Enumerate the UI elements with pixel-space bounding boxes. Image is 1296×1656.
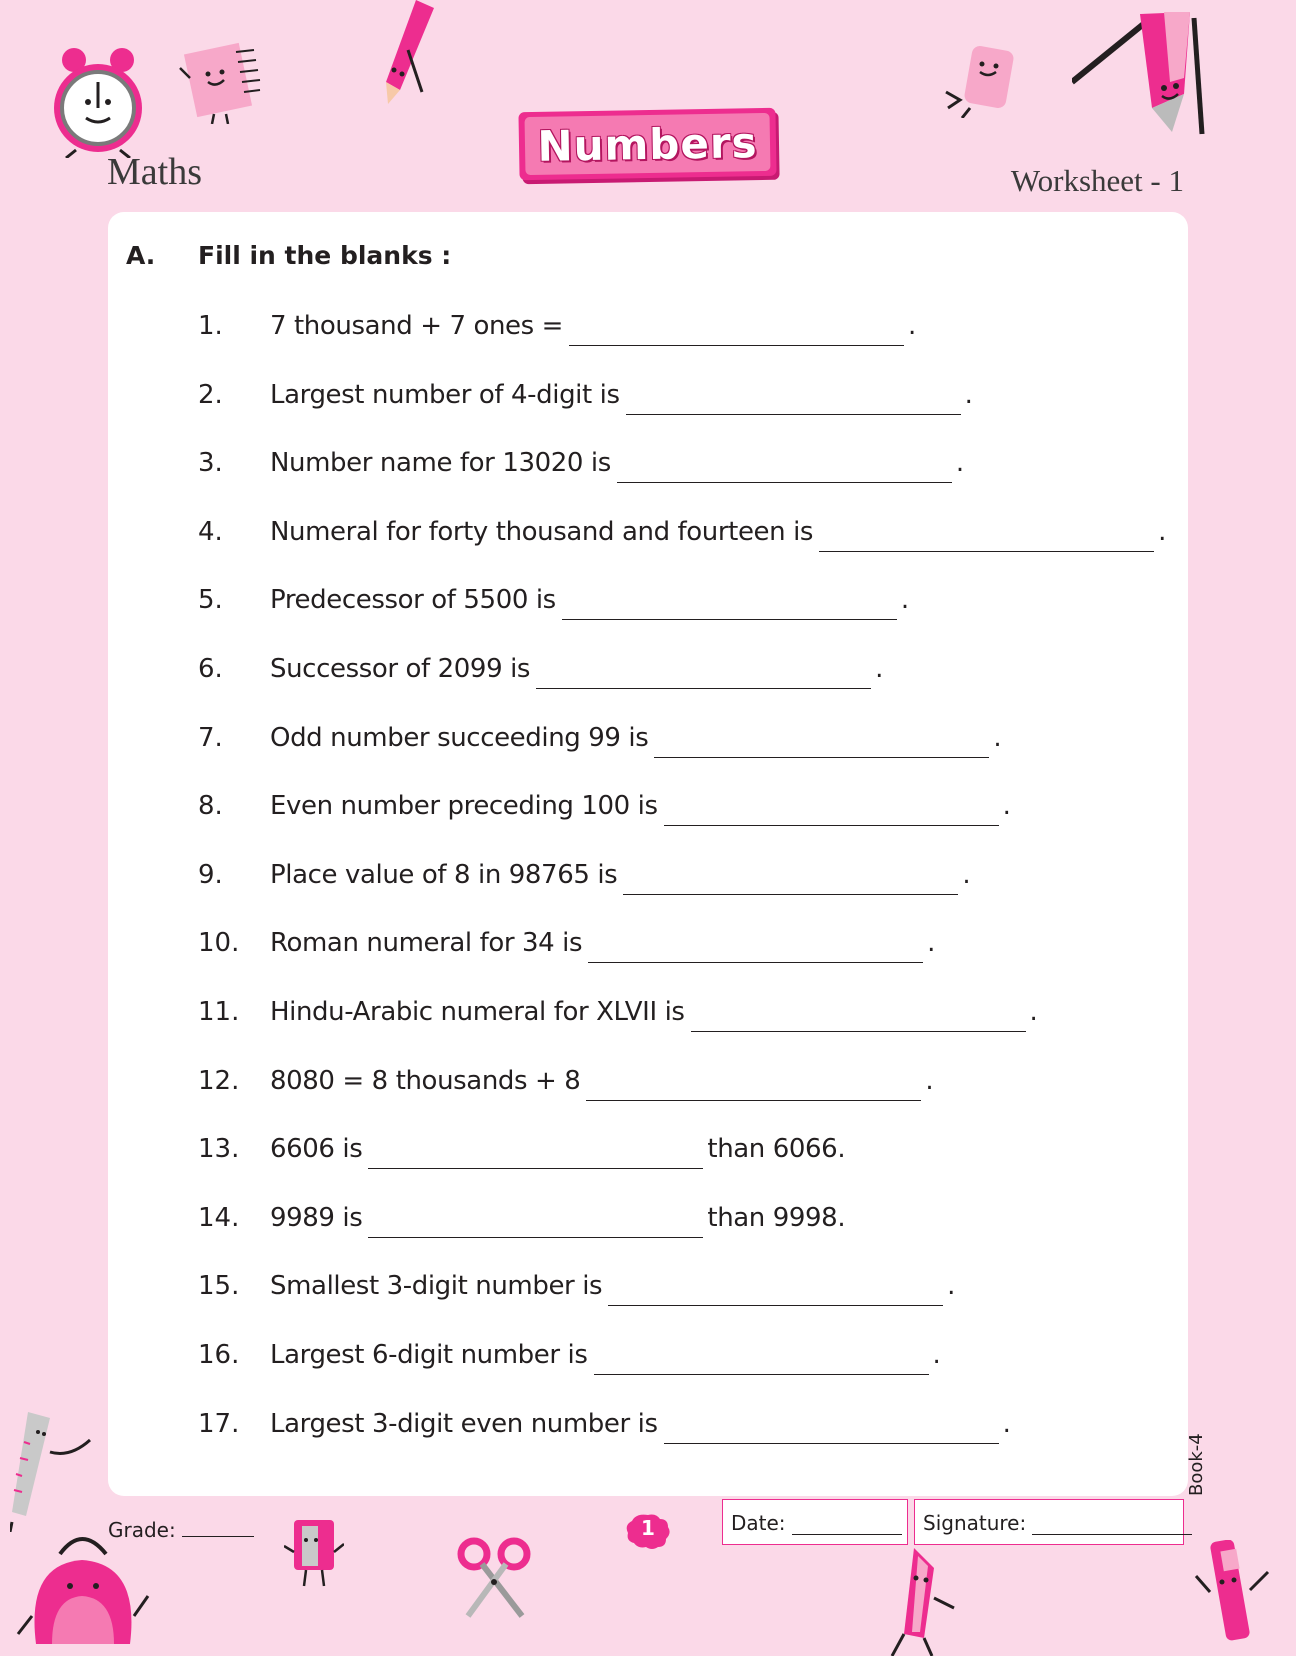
- question-number: 9.: [198, 859, 223, 890]
- question-prompt: Place value of 8 in 98765 is: [270, 859, 618, 890]
- grade-label: Grade:: [108, 1518, 176, 1542]
- question-text: [270, 443, 964, 483]
- question-prompt: Hindu-Arabic numeral for XLVII is: [270, 997, 685, 1027]
- question-prompt: Even number preceding 100 is: [270, 791, 658, 822]
- answer-blank[interactable]: [368, 1140, 703, 1169]
- date-label: Date:: [731, 1511, 786, 1535]
- question-row: [0, 443, 1296, 483]
- answer-blank[interactable]: [569, 317, 904, 346]
- grade-field: [108, 1518, 254, 1542]
- date-blank[interactable]: [792, 1514, 902, 1535]
- question-text: [270, 923, 935, 963]
- question-number: 2.: [198, 379, 223, 410]
- answer-blank[interactable]: [664, 797, 999, 826]
- answer-blank[interactable]: [588, 934, 923, 963]
- question-number: 8.: [198, 791, 223, 822]
- question-row: [0, 718, 1296, 758]
- answer-blank[interactable]: [654, 729, 989, 758]
- eraser-icon: [944, 42, 1024, 118]
- answer-blank[interactable]: [691, 1003, 1026, 1032]
- question-prompt: Largest 3-digit even number is: [270, 1408, 658, 1439]
- title-banner: [518, 108, 776, 180]
- question-text: [270, 580, 909, 620]
- question-suffix: .: [1002, 791, 1011, 822]
- question-row: [0, 580, 1296, 620]
- grade-blank[interactable]: [182, 1518, 254, 1537]
- question-suffix: .: [908, 311, 916, 341]
- question-suffix: .: [1029, 997, 1038, 1027]
- question-prompt: 9989 is: [270, 1202, 363, 1233]
- question-row: [0, 992, 1296, 1032]
- question-suffix: than 6066.: [707, 1134, 846, 1165]
- page-number: 1: [641, 1516, 655, 1540]
- question-text: [270, 786, 1011, 826]
- question-suffix: .: [1158, 516, 1166, 547]
- section-title: Fill in the blanks :: [198, 241, 452, 270]
- answer-blank[interactable]: [608, 1277, 943, 1306]
- worksheet-number: Worksheet - 1: [1010, 163, 1184, 198]
- question-prompt: Successor of 2099 is: [270, 654, 531, 684]
- answer-blank[interactable]: [626, 386, 961, 415]
- question-text: [270, 855, 970, 895]
- question-number: 11.: [198, 997, 240, 1027]
- question-number: 1.: [198, 311, 223, 341]
- book-label: Book-4: [1186, 1433, 1207, 1496]
- question-suffix: .: [962, 859, 971, 890]
- question-number: 15.: [198, 1271, 240, 1302]
- question-suffix: than 9998.: [707, 1202, 846, 1233]
- question-text: [270, 1266, 955, 1306]
- question-prompt: Predecessor of 5500 is: [270, 585, 556, 616]
- question-row: [0, 1335, 1296, 1375]
- question-text: [270, 649, 883, 689]
- answer-blank[interactable]: [664, 1415, 999, 1444]
- question-prompt: Roman numeral for 34 is: [270, 928, 583, 959]
- question-text: [270, 1061, 933, 1101]
- worksheet-title: Numbers: [537, 117, 758, 171]
- sharpener-icon: [284, 1516, 344, 1588]
- question-prompt: Largest number of 4-digit is: [270, 379, 620, 410]
- question-row: [0, 306, 1296, 346]
- pen-character-icon: [1192, 1540, 1272, 1656]
- question-row: [0, 1404, 1296, 1444]
- pencil-crayon-icon: [1072, 8, 1212, 138]
- question-text: [270, 512, 1166, 552]
- subject-label: Maths: [107, 151, 202, 193]
- question-row: [0, 649, 1296, 689]
- question-row: [0, 786, 1296, 826]
- question-number: 16.: [198, 1340, 240, 1370]
- question-number: 5.: [198, 585, 223, 616]
- scissors-icon: [456, 1536, 532, 1620]
- question-prompt: Odd number succeeding 99 is: [270, 722, 649, 753]
- pencil-icon: [378, 0, 448, 110]
- question-text: [270, 375, 973, 415]
- alarm-clock-icon: [52, 46, 147, 158]
- question-text: [270, 1335, 940, 1375]
- answer-blank[interactable]: [617, 454, 952, 483]
- date-box: [722, 1499, 908, 1545]
- question-text: [270, 718, 1001, 758]
- question-text: [270, 1198, 845, 1238]
- question-row: [0, 1198, 1296, 1238]
- answer-blank[interactable]: [819, 523, 1154, 552]
- question-number: 17.: [198, 1408, 240, 1439]
- notebook-icon: [176, 42, 262, 124]
- question-row: [0, 1061, 1296, 1101]
- question-row: [0, 512, 1296, 552]
- question-number: 4.: [198, 516, 223, 547]
- question-suffix: .: [1002, 1408, 1011, 1439]
- question-prompt: 6606 is: [270, 1134, 363, 1165]
- question-prompt: Number name for 13020 is: [270, 448, 611, 479]
- question-prompt: Numeral for forty thousand and fourteen is: [270, 516, 814, 547]
- question-row: [0, 855, 1296, 895]
- answer-blank[interactable]: [562, 591, 897, 620]
- backpack-icon: [16, 1524, 150, 1656]
- question-suffix: .: [900, 585, 909, 616]
- question-prompt: 8080 = 8 thousands + 8: [270, 1065, 581, 1096]
- question-number: 14.: [198, 1202, 240, 1233]
- answer-blank[interactable]: [586, 1072, 921, 1101]
- question-text: [270, 306, 916, 346]
- question-suffix: .: [925, 1065, 934, 1096]
- answer-blank[interactable]: [623, 866, 958, 895]
- signature-blank[interactable]: [1032, 1514, 1192, 1535]
- question-text: [270, 992, 1037, 1032]
- question-suffix: .: [964, 379, 973, 410]
- question-prompt: Largest 6-digit number is: [270, 1340, 588, 1370]
- question-suffix: .: [932, 1340, 941, 1370]
- question-text: [270, 1129, 845, 1169]
- answer-blank[interactable]: [536, 660, 871, 689]
- pencil-character-icon: [884, 1548, 964, 1656]
- question-suffix: .: [875, 654, 883, 684]
- question-row: [0, 1129, 1296, 1169]
- question-row: [0, 375, 1296, 415]
- question-prompt: 7 thousand + 7 ones =: [270, 311, 564, 341]
- question-suffix: .: [955, 448, 964, 479]
- question-suffix: .: [947, 1271, 956, 1302]
- question-number: 7.: [198, 722, 223, 753]
- question-text: [270, 1404, 1011, 1444]
- section-letter: A.: [126, 241, 156, 270]
- question-suffix: .: [993, 722, 1002, 753]
- question-number: 13.: [198, 1134, 240, 1165]
- question-number: 3.: [198, 448, 223, 479]
- question-row: [0, 1266, 1296, 1306]
- signature-box: [914, 1499, 1184, 1545]
- question-prompt: Smallest 3-digit number is: [270, 1271, 603, 1302]
- answer-blank[interactable]: [368, 1209, 703, 1238]
- signature-label: Signature:: [923, 1511, 1027, 1535]
- question-suffix: .: [927, 928, 936, 959]
- question-number: 12.: [198, 1065, 240, 1096]
- question-row: [0, 923, 1296, 963]
- question-number: 10.: [198, 928, 240, 959]
- answer-blank[interactable]: [594, 1346, 929, 1375]
- question-number: 6.: [198, 654, 223, 684]
